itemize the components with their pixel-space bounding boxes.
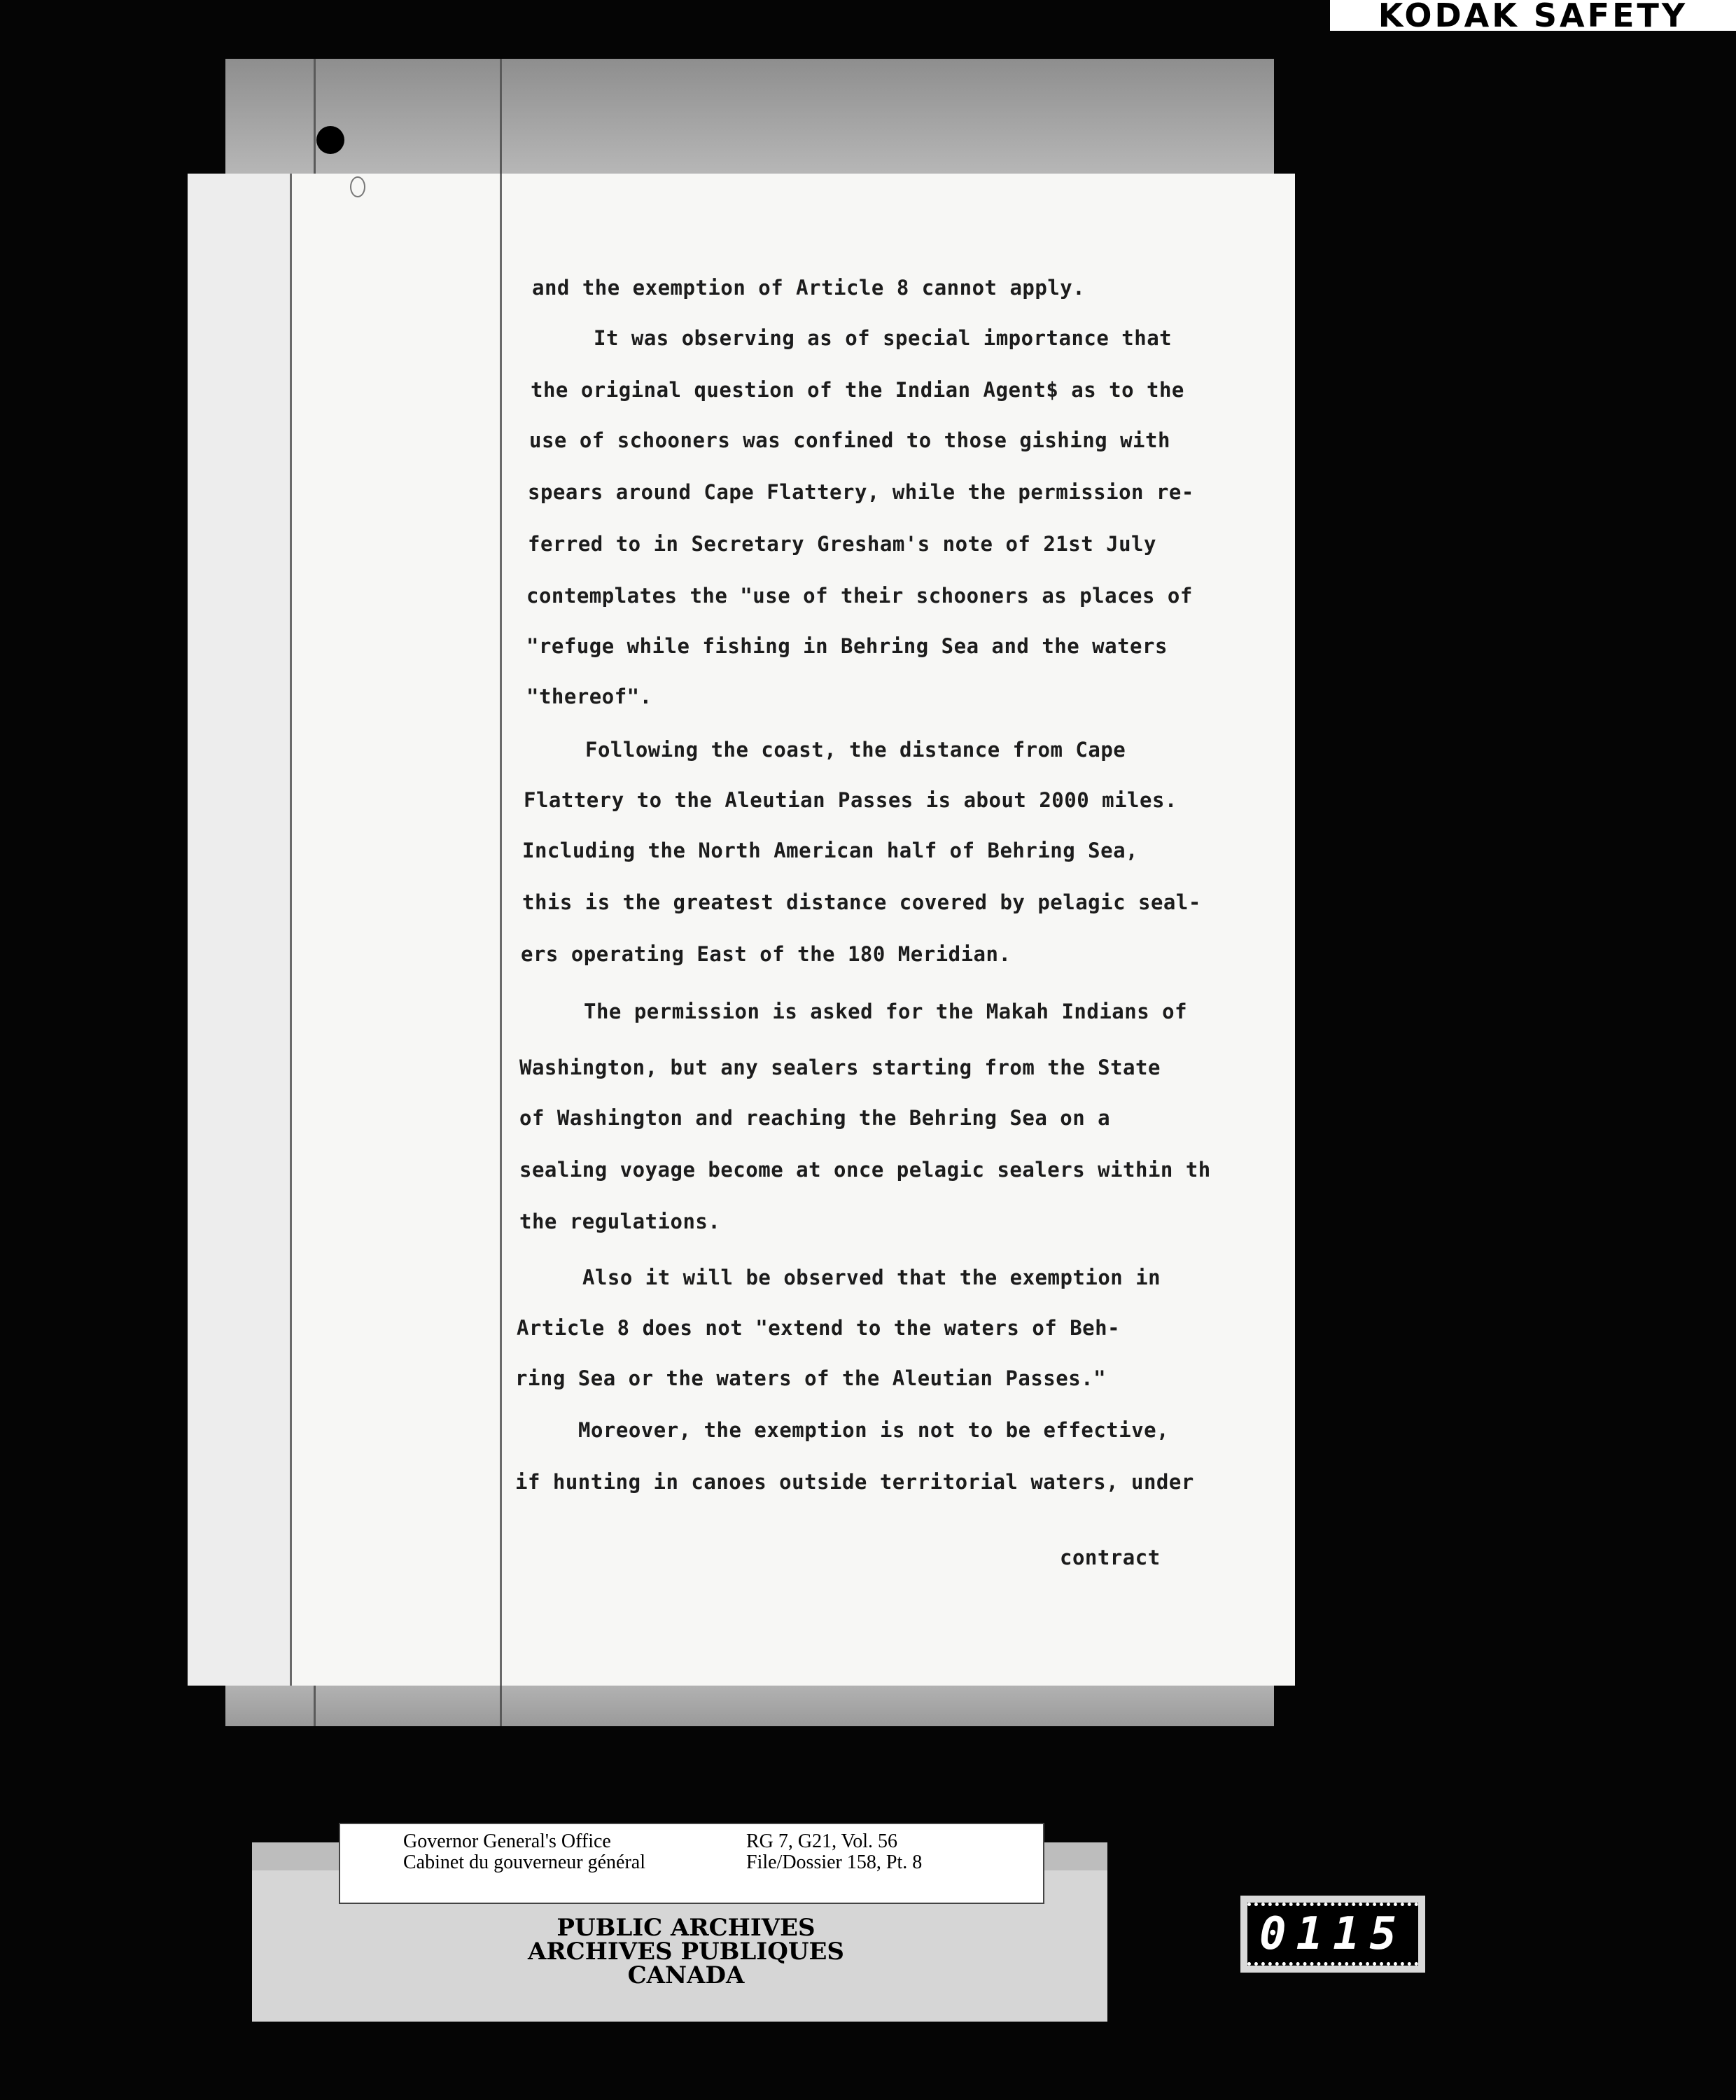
letter-line: Including the North American half of Behring Sea, bbox=[522, 839, 1139, 862]
letter-line: Moreover, the exemption is not to be effective, bbox=[578, 1418, 1170, 1442]
letter-line: spears around Cape Flattery, while the permission re- bbox=[528, 480, 1194, 504]
archives-name-en: PUBLIC ARCHIVES bbox=[556, 1914, 816, 1942]
archives-name-fr: ARCHIVES PUBLIQUES bbox=[528, 1938, 844, 1966]
office-name-fr: Cabinet du gouverneur général bbox=[403, 1851, 645, 1873]
punch-hole-icon bbox=[316, 126, 344, 154]
letter-line: if hunting in canoes outside territorial waters, under bbox=[515, 1470, 1194, 1494]
letter-line: this is the greatest distance covered by pelagic seal- bbox=[522, 890, 1201, 914]
letter-line: the regulations. bbox=[519, 1210, 721, 1233]
letter-line: sealing voyage become at once pelagic sealers within th bbox=[519, 1158, 1211, 1182]
letter-line: and the exemption of Article 8 cannot apply. bbox=[532, 276, 1086, 300]
letter-line: ferred to in Secretary Gresham's note of 21st July bbox=[528, 532, 1156, 556]
catchword: contract bbox=[1060, 1546, 1161, 1569]
file-dossier-reference: File/Dossier 158, Pt. 8 bbox=[746, 1851, 923, 1873]
archive-reference-label bbox=[339, 1823, 1044, 1904]
office-name-en: Governor General's Office bbox=[403, 1830, 611, 1852]
letter-line: Article 8 does not "extend to the waters of Beh- bbox=[517, 1316, 1121, 1340]
letter-line: Following the coast, the distance from Cape bbox=[585, 738, 1126, 762]
letter-line: Flattery to the Aleutian Passes is about 2000 miles. bbox=[524, 788, 1177, 812]
letter-line: Also it will be observed that the exemption in bbox=[582, 1266, 1161, 1289]
letter-line: of Washington and reaching the Behring Sea on a bbox=[519, 1106, 1111, 1130]
letter-line: "thereof". bbox=[526, 685, 652, 708]
film-brand-edge: KODAK SAFETY bbox=[1330, 0, 1736, 31]
letter-line: the original question of the Indian Agent$ as to the bbox=[531, 378, 1184, 402]
letter-line: ers operating East of the 180 Meridian. bbox=[521, 942, 1011, 966]
letter-line: contemplates the "use of their schooners as places of bbox=[526, 584, 1193, 608]
letter-line: ring Sea or the waters of the Aleutian Passes." bbox=[515, 1366, 1107, 1390]
frame-number: 0115 bbox=[1247, 1903, 1418, 1966]
letter-line: "refuge while fishing in Behring Sea and the waters bbox=[526, 634, 1168, 658]
punch-ring-icon bbox=[350, 176, 365, 197]
letter-line: use of schooners was confined to those gishing with bbox=[529, 428, 1170, 452]
archives-country: CANADA bbox=[627, 1961, 745, 1989]
letter-line: It was observing as of special importance that bbox=[594, 326, 1172, 350]
letter-line: The permission is asked for the Makah Indians of bbox=[584, 1000, 1188, 1023]
record-group-reference: RG 7, G21, Vol. 56 bbox=[746, 1830, 898, 1852]
letter-line: Washington, but any sealers starting from the State bbox=[519, 1056, 1161, 1079]
